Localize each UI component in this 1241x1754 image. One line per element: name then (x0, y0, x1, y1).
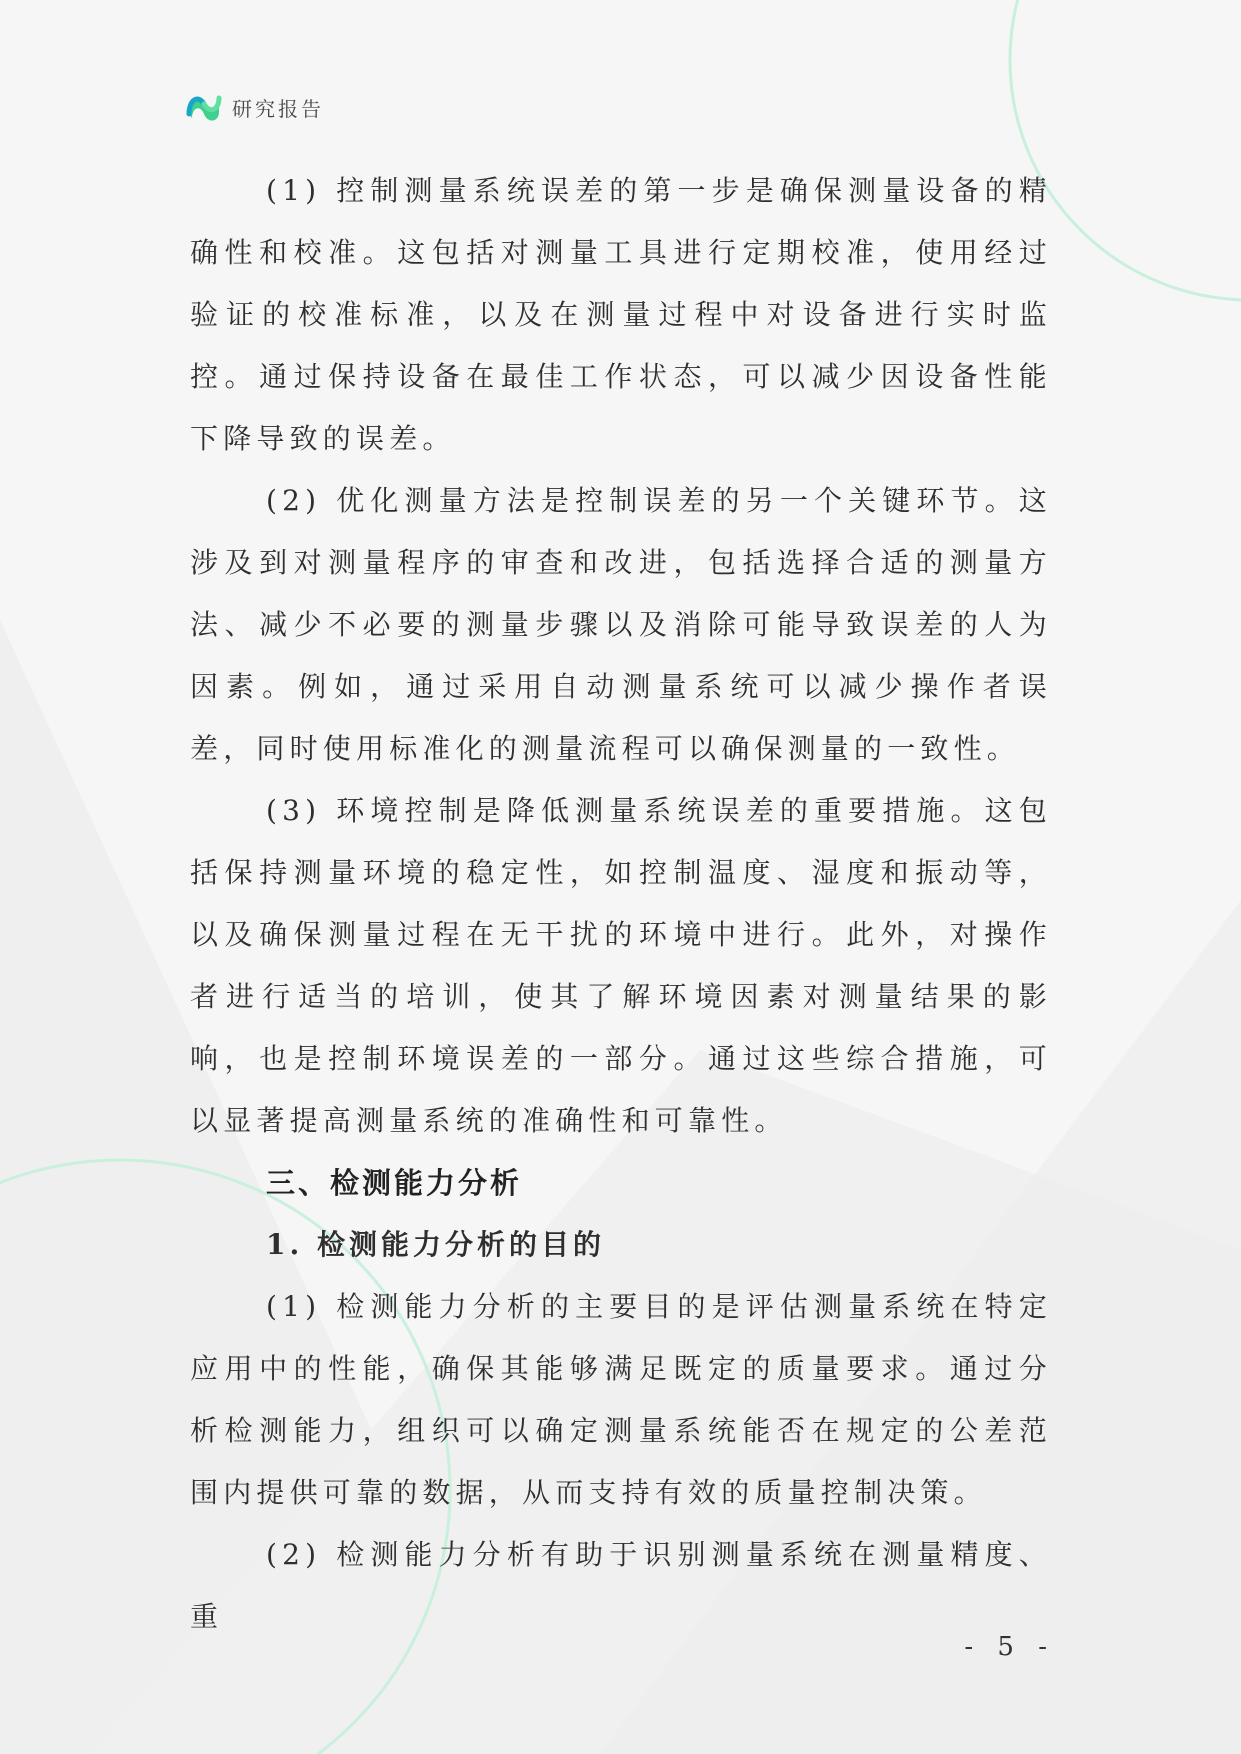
paragraph-calibration: (1) 控制测量系统误差的第一步是确保测量设备的精确性和校准。这包括对测量工具进行定期校准，使用经过验证的校准标准，以及在测量过程中对设备进行实时监控。通过保持设备在最佳工作状态，可以减少因设备性能下降导致的误差。 (190, 174, 1052, 455)
header-title: 研究报告 (232, 96, 324, 121)
paragraph-analysis-identify: (2) 检测能力分析有助于识别测量系统在测量精度、重 (190, 1538, 1052, 1633)
paragraph-analysis-purpose: (1) 检测能力分析的主要目的是评估测量系统在特定应用中的性能，确保其能够满足既定的质量要求。通过分析检测能力，组织可以确定测量系统能否在规定的公差范围内提供可靠的数据，从而支持有效的质量控制决策。 (190, 1290, 1052, 1509)
subsection-heading: 1. 检测能力分析的目的 (266, 1228, 605, 1261)
page-number: - 5 - (964, 1632, 1055, 1662)
paragraph-method-optimization: (2) 优化测量方法是控制误差的另一个关键环节。这涉及到对测量程序的审查和改进，包括选择合适的测量方法、减少不必要的测量步骤以及消除可能导致误差的人为因素。例如，通过采用自动测量系统可以减少操作者误差，同时使用标准化的测量流程可以确保测量的一致性。 (190, 484, 1052, 765)
report-logo-icon (186, 90, 222, 124)
paragraph-environment-control: (3) 环境控制是降低测量系统误差的重要措施。这包括保持测量环境的稳定性，如控制温度、湿度和振动等，以及确保测量过程在无干扰的环境中进行。此外，对操作者进行适当的培训，使其了解环境因素对测量结果的影响，也是控制环境误差的一部分。通过这些综合措施，可以显著提高测量系统的准确性和可靠性。 (190, 794, 1052, 1137)
report-header (186, 90, 324, 124)
section-heading: 三、检测能力分析 (266, 1166, 523, 1200)
document-body (190, 160, 1052, 1648)
